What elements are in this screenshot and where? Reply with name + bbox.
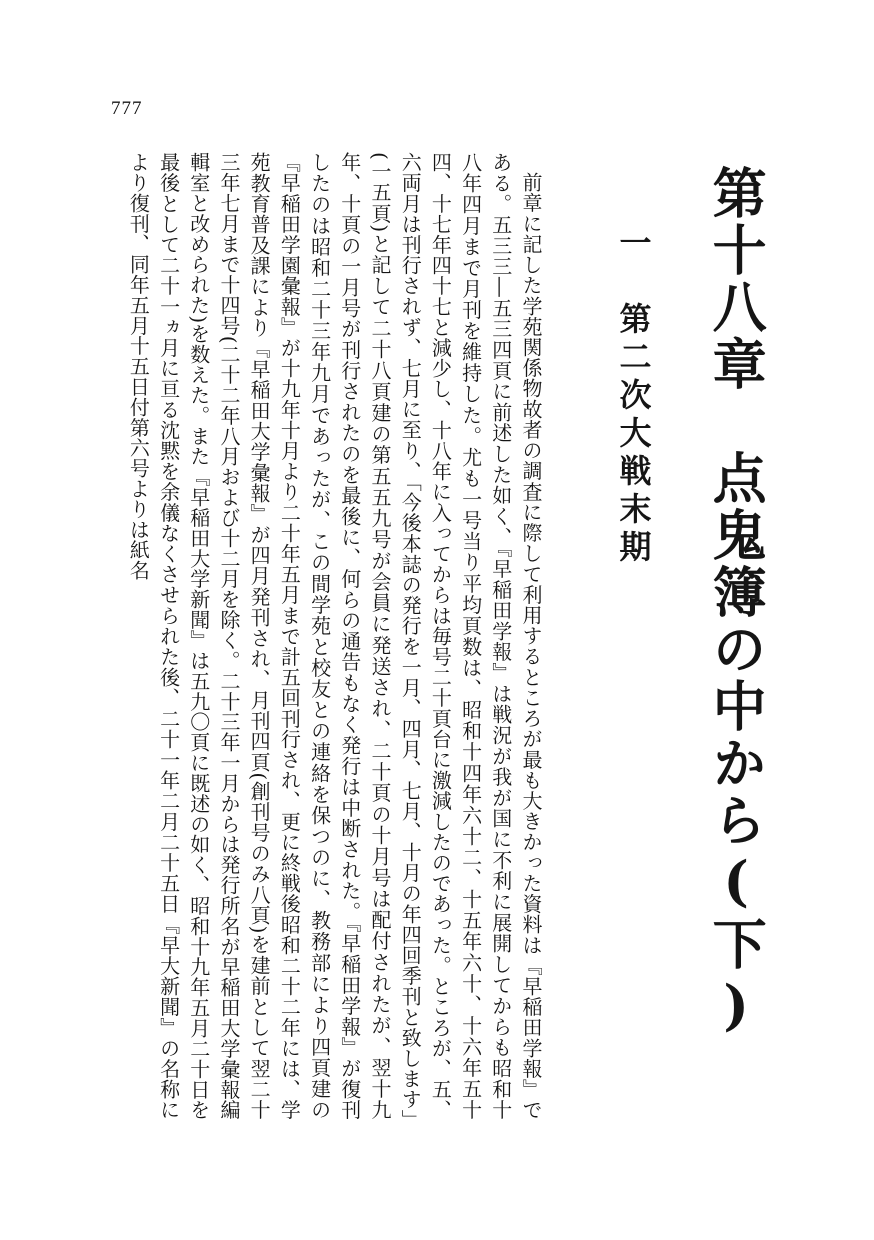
section-title: 一 第二次大戦末期 bbox=[614, 226, 653, 568]
body-paragraph: 前章に記した学苑関係物故者の調査に際して利用するところが最も大きかった資料は『早稲田学報』である。五三三―五三四頁に前述した如く、『早稲田学報』は戦況が我が国に不利に展開してからも昭和十八年四月まで月刊を維持した。尤も一号当り平均頁数は、昭和十四年六十二、十五年六十、十六年五十四、十七年四十七と減少し、十八年に入ってからは毎号二十頁台に激減したのであった。ところが、五、六両月は刊行されず、七月に至り、「今後本誌の発行を一月、四月、七月、十月の年四回季刊と致します」(一五頁)と記して二十八頁建の第五五九号が会員に発送され、二十頁の十月号は配付されたが、翌十九年、十頁の一月号が刊行されたのを最後に、何らの通告もなく発行は中断された。『早稲田学報』が復刊したのは昭和二十三年九月であったが、この間学苑と校友との連絡を保つのに、教務部により四頁建の『早稲田学園彙報』が十九年十月より二十年五月まで計五回刊行され、更に終戦後昭和二十二年には、学苑教育普及課により『早稲田大学彙報』が四月発刊され、月刊四頁(創刊号のみ八頁)を建前として翌二十三年七月まで十四号(二十二年八月および十二月を除く。二十三年一月からは発行所名が早稲田大学彙報編輯室と改められた)を数えた。また『早稲田大学新聞』は五九〇頁に既述の如く、昭和十九年五月二十日を最後として二十一ヵ月に亘る沈黙を余儀なくさせられた後、二十一年二月二十五日『早大新聞』の名称により復刊、同年五月十五日付第六号よりは紙名 bbox=[126, 152, 543, 1120]
page-number: 777 bbox=[111, 98, 143, 119]
chapter-title: 第十八章 点鬼簿の中から(下) bbox=[704, 165, 769, 1040]
body-text bbox=[123, 152, 546, 1120]
